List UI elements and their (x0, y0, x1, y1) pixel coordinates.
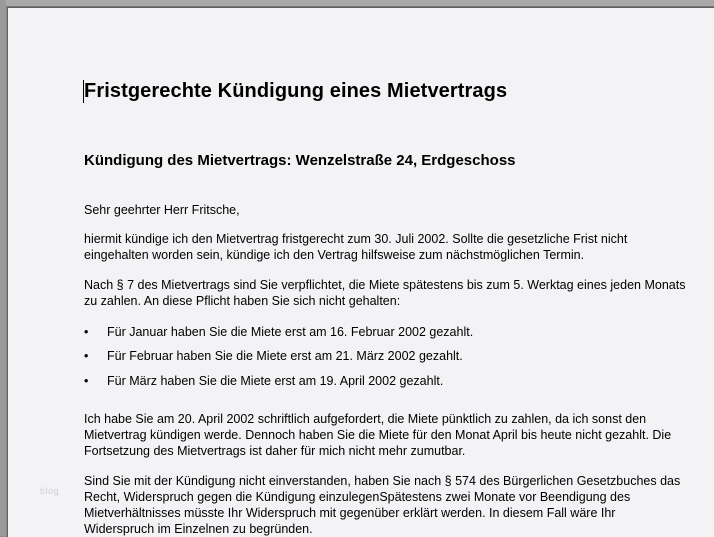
paragraph-line: Mietverhältnisses müsste Ihr Widerspruch mit gegenüber erklärt werden. In diesem Fall wäre Ihr (84, 506, 616, 520)
paragraph-line: Ich habe Sie am 20. April 2002 schriftlich aufgefordert, die Miete pünktlich zu zahlen, da ich sonst den (84, 412, 647, 426)
watermark: blog (40, 486, 60, 496)
paragraph-line: hiermit kündige ich den Mietvertrag fristgerecht zum 30. Juli 2002. Sollte die gesetzliche Frist nicht (84, 232, 628, 246)
list-item-text: Für Februar haben Sie die Miete erst am 21. März 2002 gezahlt. (107, 349, 463, 363)
paragraph-line: Sind Sie mit der Kündigung nicht einverstanden, haben Sie nach § 574 des Bürgerlichen Gesetzbuches das (84, 474, 681, 488)
list-item-text: Für März haben Sie die Miete erst am 19. April 2002 gezahlt. (107, 374, 444, 388)
paragraph-line: Widerspruch im Einzelnen zu begründen. (84, 522, 313, 536)
document-title: Fristgerechte Kündigung eines Mietvertrags (84, 80, 508, 102)
paragraph-line: Mietvertrag kündigen werde. Dennoch haben Sie die Miete für den Monat April bis heute nicht gezahlt. Die (84, 428, 672, 442)
bullet-icon: • (84, 325, 89, 339)
list-item-text: Für Januar haben Sie die Miete erst am 16. Februar 2002 gezahlt. (107, 325, 474, 339)
document-subtitle: Kündigung des Mietvertrags: Wenzelstraße 24, Erdgeschoss (84, 152, 516, 169)
paragraph-line: zu zahlen. An diese Pflicht haben Sie sich nicht gehalten: (84, 294, 401, 308)
salutation: Sehr geehrter Herr Fritsche, (84, 203, 240, 217)
window-frame-left (0, 0, 6, 536)
paragraph-line: Recht, Widerspruch gegen die Kündigung einzulegenSpätestens zwei Monate vor Beendigung des (84, 490, 631, 504)
bullet-icon: • (84, 374, 89, 388)
paragraph-line: Nach § 7 des Mietvertrags sind Sie verpflichtet, die Miete spätestens bis zum 5. Werktag eines jeden Monats (84, 278, 686, 292)
paragraph-line: eingehalten worden sein, kündige ich den Vertrag hilfsweise zum nächstmöglichen Termin. (84, 248, 585, 262)
document-page[interactable] (7, 7, 714, 537)
paragraph-line: Fortsetzung des Mietvertrags ist daher für mich nicht mehr zumutbar. (84, 444, 466, 458)
window-frame-top (0, 0, 714, 7)
bullet-icon: • (84, 349, 89, 363)
